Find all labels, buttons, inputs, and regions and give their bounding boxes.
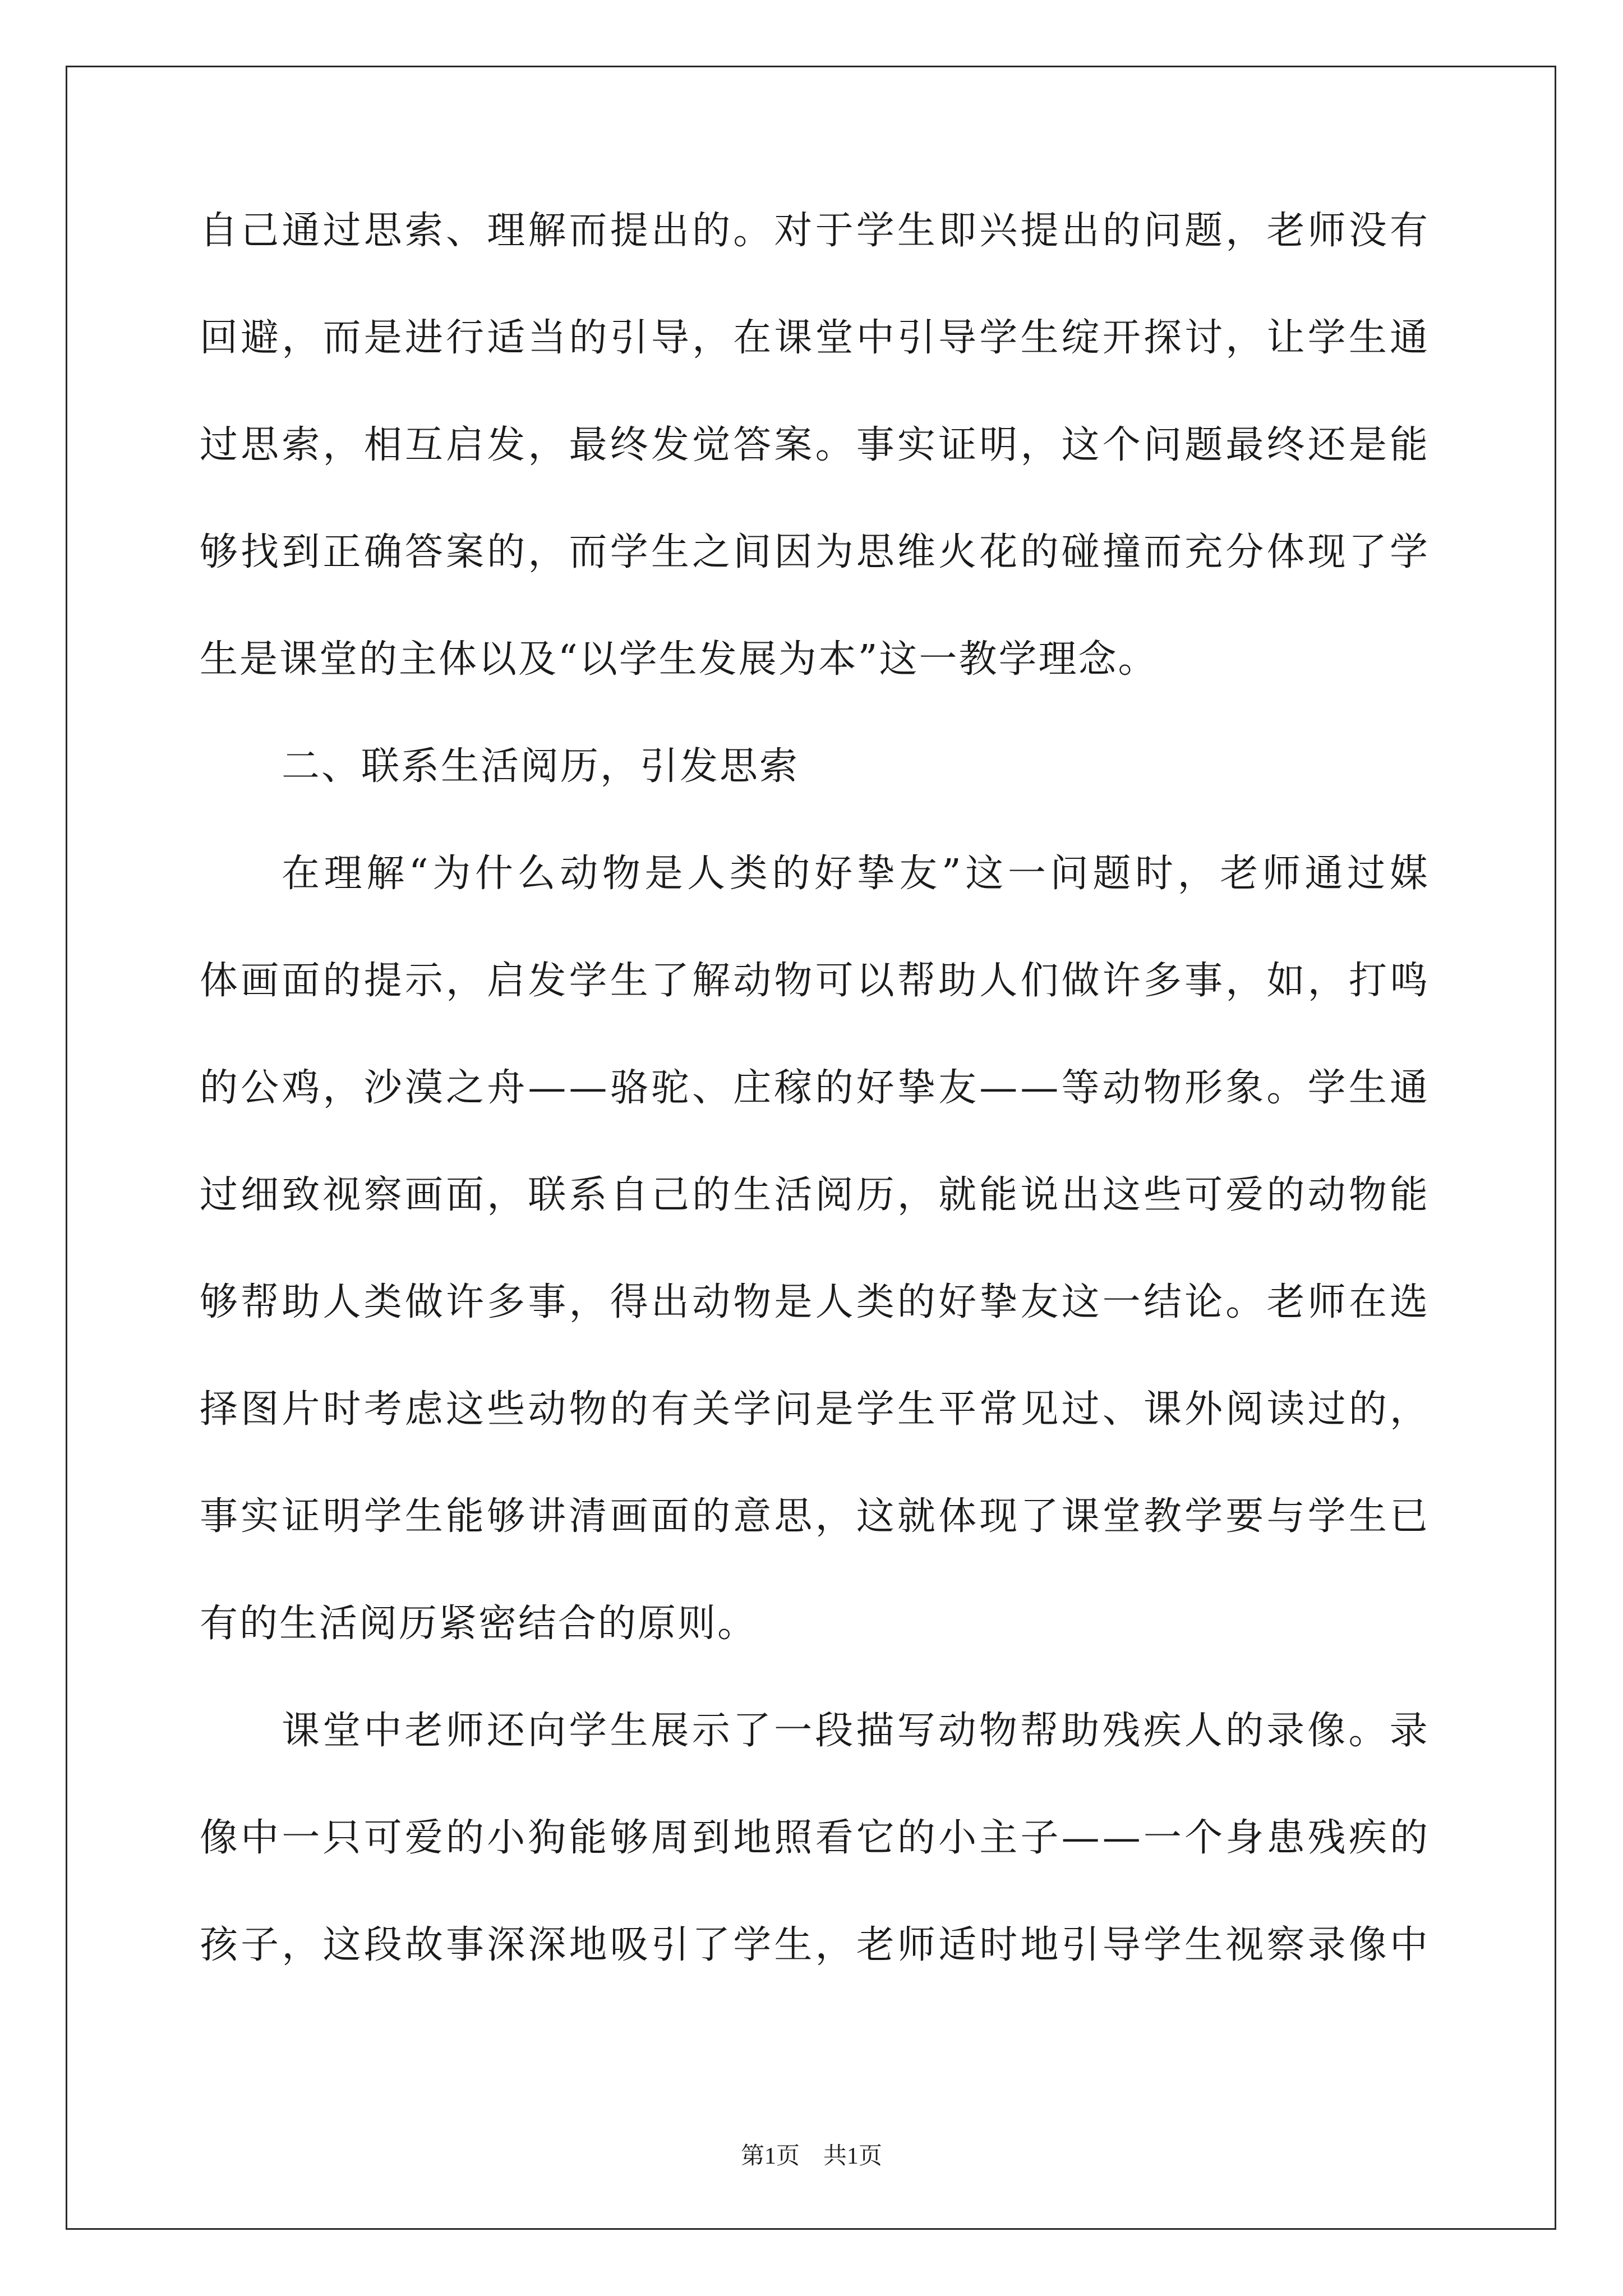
- text-line: 事 实 证 明 学 生 能 够 讲 清 画 面 的 意 思 ， 这 就 体 现 了 课 堂 教 学 要 与 学 生 已: [200, 1494, 1428, 1539]
- text-line: 课 堂 中 老 师 还 向 学 生 展 示 了 一 段 描 写 动 物 帮 助 残 疾 人 的 录 像 。 录: [282, 1709, 1428, 1753]
- text-line: 像 中 一 只 可 爱 的 小 狗 能 够 周 到 地 照 看 它 的 小 主 子 — — 一 个 身 患 残 疾 的: [200, 1816, 1428, 1860]
- text-line: 有的生活阅历紧密结合的原则。: [200, 1602, 758, 1646]
- text-line: 在 理 解 “ 为 什 么 动 物 是 人 类 的 好 挚 友 ” 这 一 问 题 时 ， 老 师 通 过 媒: [282, 852, 1428, 896]
- text-line: 回 避 ， 而 是 进 行 适 当 的 引 导 ， 在 课 堂 中 引 导 学 生 绽 开 探 讨 ， 让 学 生 通: [200, 316, 1428, 360]
- section-heading: 二、联系生活阅历，引发思索: [282, 744, 800, 789]
- text-line: 择 图 片 时 考 虑 这 些 动 物 的 有 关 学 问 是 学 生 平 常 见 过 、 课 外 阅 读 过 的 ，: [200, 1387, 1428, 1432]
- text-line: 孩 子 ， 这 段 故 事 深 深 地 吸 引 了 学 生 ， 老 师 适 时 地 引 导 学 生 视 察 录 像 中: [200, 1923, 1428, 1967]
- text-line: 体 画 面 的 提 示 ， 启 发 学 生 了 解 动 物 可 以 帮 助 人 们 做 许 多 事 ， 如 ， 打 鸣: [200, 959, 1428, 1003]
- text-line: 自 己 通 过 思 索 、 理 解 而 提 出 的 。 对 于 学 生 即 兴 提 出 的 问 题 ， 老 师 没 有: [200, 209, 1428, 253]
- page-footer: 第1页 共1页: [740, 2143, 882, 2169]
- text-line: 够 找 到 正 确 答 案 的 ， 而 学 生 之 间 因 为 思 维 火 花 的 碰 撞 而 充 分 体 现 了 学: [200, 530, 1428, 574]
- text-line: 过 细 致 视 察 画 面 ， 联 系 自 己 的 生 活 阅 历 ， 就 能 说 出 这 些 可 爱 的 动 物 能: [200, 1173, 1428, 1217]
- text-line: 生是课堂的主体以及“以学生发展为本”这一教学理念。: [200, 637, 1158, 682]
- text-line: 够 帮 助 人 类 做 许 多 事 ， 得 出 动 物 是 人 类 的 好 挚 友 这 一 结 论 。 老 师 在 选: [200, 1280, 1428, 1324]
- text-line: 过 思 索 ， 相 互 启 发 ， 最 终 发 觉 答 案 。 事 实 证 明 ， 这 个 问 题 最 终 还 是 能: [200, 423, 1428, 467]
- text-line: 的 公 鸡 ， 沙 漠 之 舟 — — 骆 驼 、 庄 稼 的 好 挚 友 — — 等 动 物 形 象 。 学 生 通: [200, 1066, 1428, 1110]
- document-body: [200, 209, 1428, 2033]
